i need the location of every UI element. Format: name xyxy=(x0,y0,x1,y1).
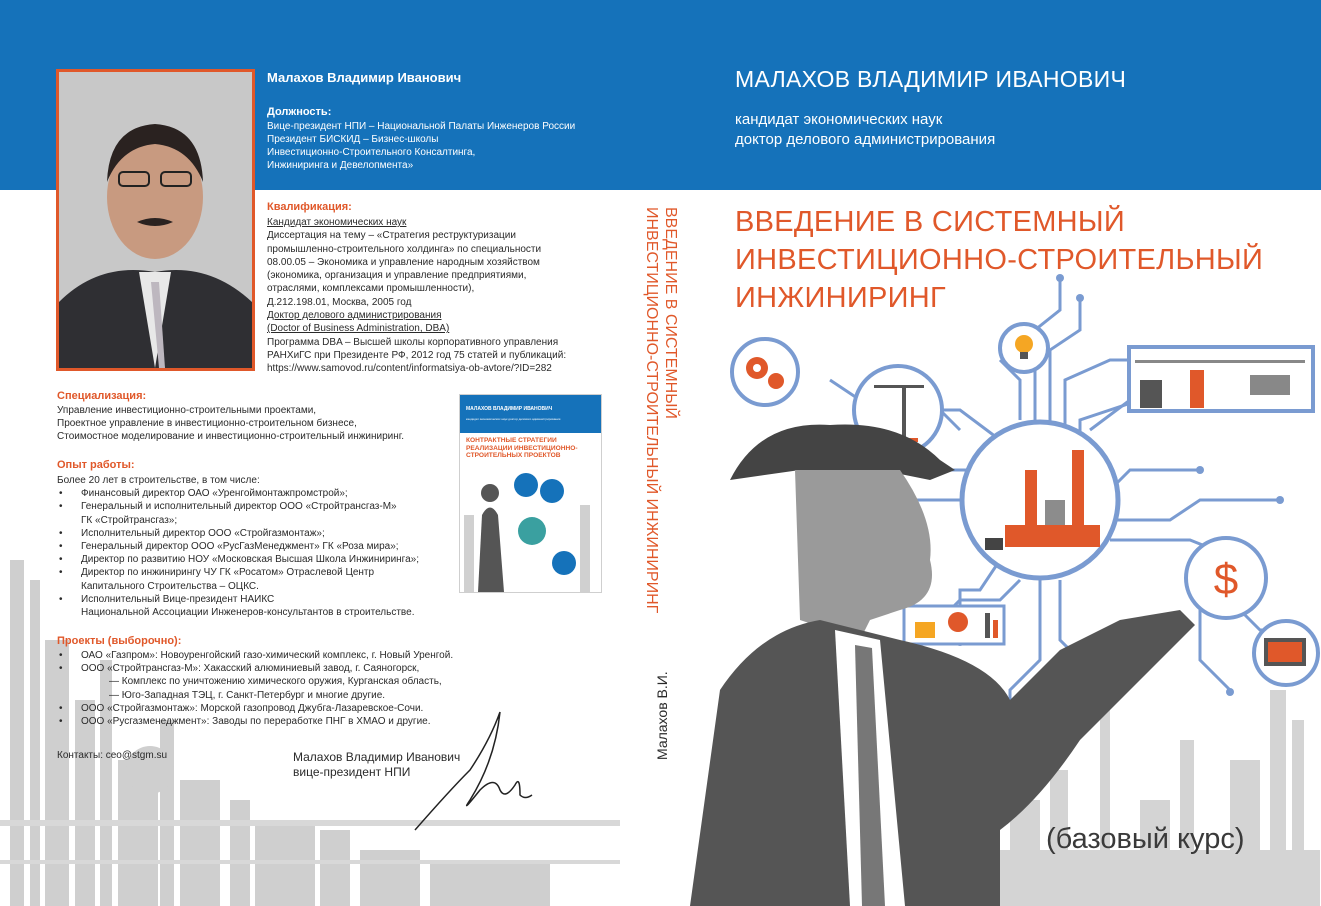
qualification-line: (экономика, организация и управление предприятиями, xyxy=(267,270,527,282)
position-line: Президент БИСКИД – Бизнес-школы xyxy=(267,134,439,145)
book-title-line: ИНЖИНИРИНГ xyxy=(735,282,947,314)
mini-book-subtitle: кандидат экономических наук доктор делового администрирования xyxy=(466,417,561,421)
spine-author: Малахов В.И. xyxy=(654,671,670,760)
contacts: Контакты: ceo@stgm.su xyxy=(57,750,168,761)
lightbulb-icon xyxy=(1000,324,1048,372)
experience-item: ГК «Стройтрансгаз»; xyxy=(81,514,178,526)
spine-title-line1: ВВЕДЕНИЕ В СИСТЕМНЫЙ xyxy=(662,207,679,419)
qualification-lines xyxy=(267,216,607,376)
book-title xyxy=(735,203,1263,317)
project-item: — Комплекс по уничтожению химического оружия, Курганская область, xyxy=(109,676,442,688)
mini-book-author: МАЛАХОВ ВЛАДИМИР ИВАНОВИЧ xyxy=(466,406,553,412)
gears-icon xyxy=(732,339,798,405)
project-item: • ООО «Стройтрансгаз-М»: Хакасский алюминиевый завод, г. Саяногорск, xyxy=(57,662,453,675)
project-item: • ОАО «Газпром»: Новоуренгойский газо-химический комплекс, г. Новый Уренгой. xyxy=(57,649,453,662)
signature-block xyxy=(293,750,460,780)
experience-intro: Более 20 лет в строительстве, в том числе: xyxy=(57,475,260,486)
signature-role: вице-президент НПИ xyxy=(293,765,411,779)
position-line: Вице-президент НПИ – Национальной Палаты Инженеров России xyxy=(267,121,576,132)
experience-item: • Генеральный директор ООО «РусГазМенеджмент» ГК «Роза мира»; xyxy=(57,540,419,553)
qualification-line: Программа DBA – Высшей школы корпоративного управления xyxy=(267,336,559,348)
qualification-line: Д.212.198.01, Москва, 2005 год xyxy=(267,296,412,308)
projects-title: Проекты (выборочно): xyxy=(57,635,182,647)
qualification-line: https://www.samovod.ru/content/informatsiya-ob-avtore/?ID=282 xyxy=(267,363,552,375)
portrait-image xyxy=(59,72,252,368)
charts-icon xyxy=(904,606,1004,644)
qualification-line: промышленно-строительного холдинга» по специальности xyxy=(267,243,542,255)
specialization-line: Стоимостное моделирование и инвестиционно-строительный инжиниринг. xyxy=(57,431,404,443)
specialization-line: Управление инвестиционно-строительными проектами, xyxy=(57,405,317,416)
experience-item: Капитального Строительства – ОЦКС. xyxy=(81,580,259,592)
qualification-title: Квалификация: xyxy=(267,201,352,213)
author-name: Малахов Владимир Иванович xyxy=(267,70,462,85)
svg-text:$: $ xyxy=(1213,555,1239,604)
position-lines xyxy=(267,120,575,172)
experience-item: • Директор по развитию НОУ «Московская Высшая Школа Инжиниринга»; xyxy=(57,553,419,566)
experience-item: • Директор по инжинирингу ЧУ ГК «Росатом» Отраслевой Центр xyxy=(57,566,419,579)
specialization-lines xyxy=(57,404,404,444)
project-item: — Юго-Западная ТЭЦ, г. Санкт-Петербург и многие другие. xyxy=(109,689,386,701)
book-title-line: ИНВЕСТИЦИОННО-СТРОИТЕЛЬНЫЙ xyxy=(735,244,1264,276)
project-item: • ООО «Стройгазмонтаж»: Морской газопровод Джубга-Лазаревское-Сочи. xyxy=(57,702,453,715)
mini-book-illustration xyxy=(460,395,601,592)
qualification-line: РАНХиГС при Президенте РФ, 2012 год 75 статей и публикаций: xyxy=(267,349,567,361)
qualification-line: отраслями, комплексами промышленности), xyxy=(267,283,475,295)
course-label: (базовый курс) xyxy=(1046,823,1245,855)
position-title: Должность: xyxy=(267,106,332,118)
dollar-icon xyxy=(1186,538,1266,618)
front-degrees xyxy=(735,110,995,150)
qualification-line: Кандидат экономических наук xyxy=(267,217,407,228)
experience-item: • Генеральный и исполнительный директор ООО «Стройтрансгаз-М» xyxy=(57,500,419,513)
projects-list xyxy=(57,649,453,728)
degree-line: кандидат экономических наук xyxy=(735,111,943,128)
degree-line: доктор делового администрирования xyxy=(735,131,996,148)
author-photo xyxy=(56,69,255,371)
monitor-icon xyxy=(1254,621,1318,685)
experience-item: • Исполнительный директор ООО «Стройгазмонтаж»; xyxy=(57,527,419,540)
front-author-name: МАЛАХОВ ВЛАДИМИР ИВАНОВИЧ xyxy=(735,66,1127,92)
experience-item: Национальной Ассоциации Инженеров-консультантов в строительстве. xyxy=(81,607,415,619)
qualification-line: Диссертация на тему – «Стратегия реструктуризации xyxy=(267,230,516,242)
factory-icon xyxy=(962,422,1118,578)
plant-panorama-icon xyxy=(1129,347,1313,411)
related-book-cover xyxy=(459,394,602,593)
experience-item: • Исполнительный Вице-президент НАИКС xyxy=(57,593,419,606)
mini-book-title: КОНТРАКТНЫЕ СТРАТЕГИИ РЕАЛИЗАЦИИ ИНВЕСТИЦИОННО-СТРОИТЕЛЬНЫХ ПРОЕКТОВ xyxy=(466,437,578,459)
qualification-line: Доктор делового администрирования xyxy=(267,310,442,322)
experience-item: • Финансовый директор ОАО «Уренгоймонтажпромстрой»; xyxy=(57,487,419,500)
project-item: • ООО «Русгазменеджмент»: Заводы по переработке ПНГ в ХМАО и другие. xyxy=(57,715,453,728)
qualification-line: (Doctor of Business Administration, DBA) xyxy=(267,323,450,335)
specialization-title: Специализация: xyxy=(57,390,147,402)
spine-title-line2: ИНВЕСТИЦИОННО-СТРОИТЕЛЬНЫЙ ИНЖИНИРИНГ xyxy=(643,207,660,614)
book-title-line: ВВЕДЕНИЕ В СИСТЕМНЫЙ xyxy=(735,206,1126,238)
experience-list xyxy=(57,474,419,619)
qualification-line: 08.00.05 – Экономика и управление народным хозяйством xyxy=(267,256,540,268)
position-line: Инвестиционно-Строительного Консалтинга, xyxy=(267,147,476,158)
signature-name: Малахов Владимир Иванович xyxy=(293,750,461,764)
position-line: Инжиниринга и Девелопмента» xyxy=(267,160,414,171)
experience-title: Опыт работы: xyxy=(57,459,135,471)
specialization-line: Проектное управление в инвестиционно-строительном бизнесе, xyxy=(57,418,357,430)
